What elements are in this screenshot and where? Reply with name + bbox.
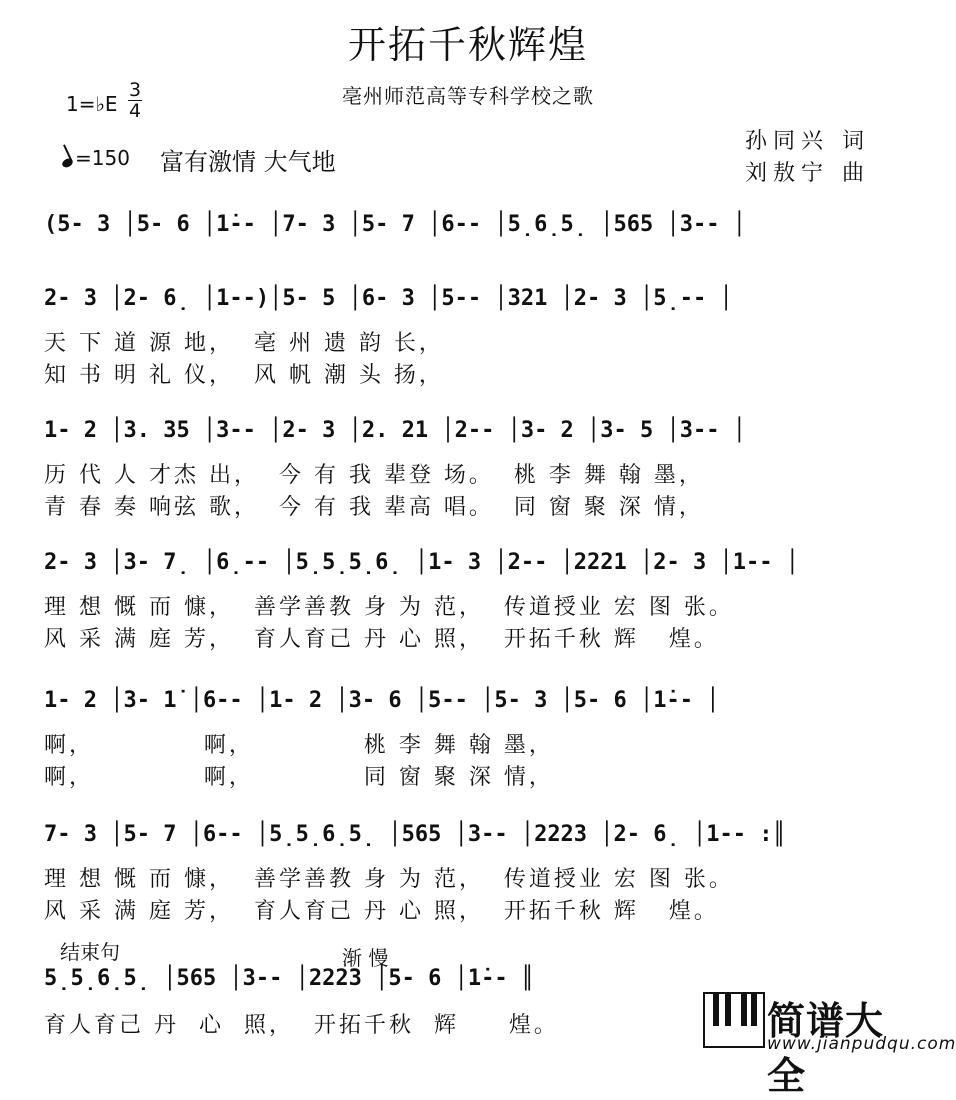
ritardando-label: 渐 慢 <box>342 946 389 970</box>
song-title: 开拓千秋辉煌 <box>347 23 588 67</box>
ending-lyrics: 育人育己 丹 心 照， 开拓千秋 辉 煌。 <box>44 1013 559 1038</box>
lyrics-verse-2: 风 采 满 庭 芳， 育人育己 丹 心 照， 开拓千秋 辉 煌。 <box>44 899 719 924</box>
song-subtitle: 亳州师范高等专科学校之歌 <box>342 84 594 108</box>
watermark-brand: 简谱大全 <box>767 999 885 1098</box>
notation-row: 2- 3 │2- 6̣ │1--)│5- 5 │6- 3 │5-- │321 │2- 3 │5̣-- │ <box>44 286 733 311</box>
time-signature <box>128 80 142 121</box>
time-signature-bottom: 4 <box>128 100 142 122</box>
notation-row: 2- 3 │3- 7̣ │6̣-- │5̣5̣5̣6̣ │1- 3 │2-- │2221 │2- 3 │1-- │ <box>44 550 799 575</box>
watermark-url: www.jianpudqu.com <box>767 1034 956 1054</box>
lyrics-verse-2: 青 春 奏 响弦 歌， 今 有 我 辈高 唱。 同 窗 聚 深 情， <box>44 495 704 520</box>
notation-row: 1- 2 │3. 35 │3-- │2- 3 │2. 21 │2-- │3- 2 │3- 5 │3-- │ <box>44 418 746 443</box>
tempo-value: =150 <box>75 146 130 170</box>
notation-row: (5- 3 │5- 6 │1̇-- │7- 3 │5- 7 │6-- │5̣6̣5̣ │565 │3-- │ <box>44 212 746 237</box>
notation-row: 1- 2 │3- 1̇ │6-- │1- 2 │3- 6 │5-- │5- 3 │5- 6 │1̇-- │ <box>44 688 720 713</box>
time-signature-top: 3 <box>128 79 142 101</box>
quarter-note-icon <box>61 157 74 169</box>
composer-credit: 刘敖宁 曲 <box>745 161 870 186</box>
lyrics-verse-1: 理 想 慨 而 慷， 善学善教 身 为 范， 传道授业 宏 图 张。 <box>44 867 734 892</box>
lyrics-verse-2: 啊， 啊， 同 窗 聚 深 情， <box>44 765 554 790</box>
ending-label: 结束句 <box>60 940 120 964</box>
lyrics-verse-1: 历 代 人 才杰 出， 今 有 我 辈登 场。 桃 李 舞 翰 墨， <box>44 463 704 488</box>
lyrics-verse-2: 风 采 满 庭 芳， 育人育己 丹 心 照， 开拓千秋 辉 煌。 <box>44 627 719 652</box>
lyrics-verse-1: 天 下 道 源 地， 亳 州 遗 韵 长， <box>44 331 444 356</box>
notation-row: 7- 3 │5- 7 │6-- │5̣5̣6̣5̣ │565 │3-- │2223 │2- 6̣ │1-- :║ <box>44 822 786 847</box>
lyricist-credit: 孙同兴 词 <box>745 129 870 154</box>
ending-notes: 5̣5̣6̣5̣ │565 │3-- │2223 │5- 6 │1̇-- ║ <box>44 966 535 991</box>
piano-keys-icon <box>703 992 765 1048</box>
lyrics-verse-2: 知 书 明 礼 仪， 风 帆 潮 头 扬， <box>44 363 444 388</box>
lyrics-verse-1: 理 想 慨 而 慷， 善学善教 身 为 范， 传道授业 宏 图 张。 <box>44 595 734 620</box>
expression-marking: 富有激情 大气地 <box>160 148 336 176</box>
watermark-logo <box>703 992 956 1098</box>
key-signature: 1=♭E <box>66 92 118 116</box>
lyrics-verse-1: 啊， 啊， 桃 李 舞 翰 墨， <box>44 733 554 758</box>
tempo-marking <box>62 146 130 170</box>
